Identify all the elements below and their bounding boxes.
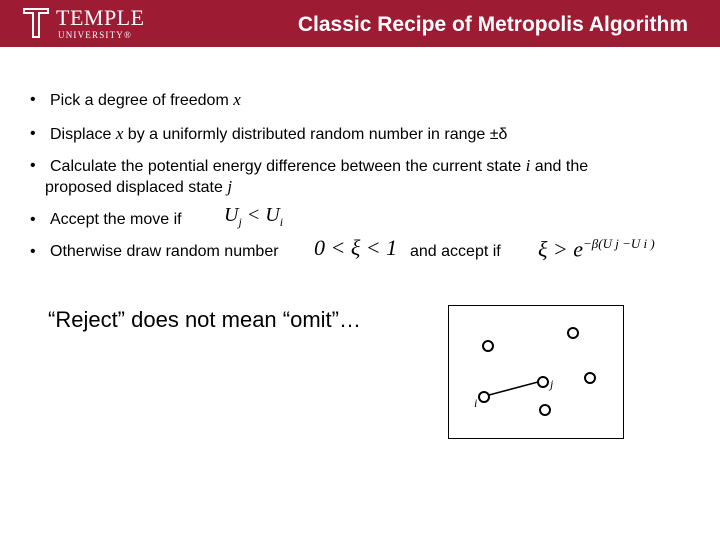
label-i: i <box>474 396 478 410</box>
particle-circle <box>483 341 493 351</box>
bullet-text-part: Displace <box>50 126 116 143</box>
formula-part: U <box>224 204 239 226</box>
logo-wordmark: TEMPLE <box>56 5 145 30</box>
reject-note: “Reject” does not mean “omit”… <box>48 307 361 332</box>
logo-subtitle: UNIVERSITY® <box>58 30 133 40</box>
particle-circle <box>540 405 550 415</box>
and-accept-if-text: and accept if <box>410 243 501 260</box>
label-j: j <box>550 377 554 391</box>
particle-diagram <box>448 305 624 439</box>
bullet-text <box>50 124 507 145</box>
variable-j: j <box>227 177 233 196</box>
particle-circle-j <box>538 377 548 387</box>
bullet-text-line1 <box>50 156 588 177</box>
bullet-marker: • <box>30 243 36 260</box>
formula-subscript: j <box>238 215 242 229</box>
temple-t-icon <box>22 7 50 39</box>
bullet-marker: • <box>30 157 36 174</box>
formula-exponent: −β(U j −U i ) <box>583 236 655 251</box>
variable-x: x <box>115 124 124 143</box>
formula-part: < U <box>241 204 280 226</box>
bullet-text: Accept the move if <box>50 211 182 228</box>
bullet-text <box>50 90 241 111</box>
particle-circle <box>568 328 578 338</box>
temple-logo <box>22 6 162 42</box>
formula-subscript: i <box>279 215 284 229</box>
slide-title: Classic Recipe of Metropolis Algorithm <box>297 13 688 36</box>
bullet-marker: • <box>30 125 36 142</box>
boltzmann-formula <box>538 236 655 262</box>
random-range-formula: 0 < ξ < 1 <box>314 235 398 260</box>
bullet-text-part: proposed displaced state <box>45 179 228 196</box>
accept-condition-formula <box>224 204 283 230</box>
formula-part: ξ > e <box>538 236 584 262</box>
variable-i: i <box>525 156 531 175</box>
bullet-text-part: by a uniformly distributed random number in range ±δ <box>123 126 508 143</box>
slide-header <box>0 0 720 47</box>
bullet-text-line2 <box>45 177 232 198</box>
bullet-text-part: Calculate the potential energy difference between the current state <box>50 158 526 175</box>
variable-x: x <box>233 90 241 109</box>
particle-circle <box>585 373 595 383</box>
bullet-text-part: Pick a degree of freedom <box>50 92 234 109</box>
bullet-marker: • <box>30 211 36 228</box>
diagram-frame <box>449 306 624 439</box>
bullet-text: Otherwise draw random number <box>50 243 279 260</box>
bullet-marker: • <box>30 91 36 108</box>
particle-circle-i <box>479 392 489 402</box>
bullet-text-part: and the <box>530 158 589 175</box>
